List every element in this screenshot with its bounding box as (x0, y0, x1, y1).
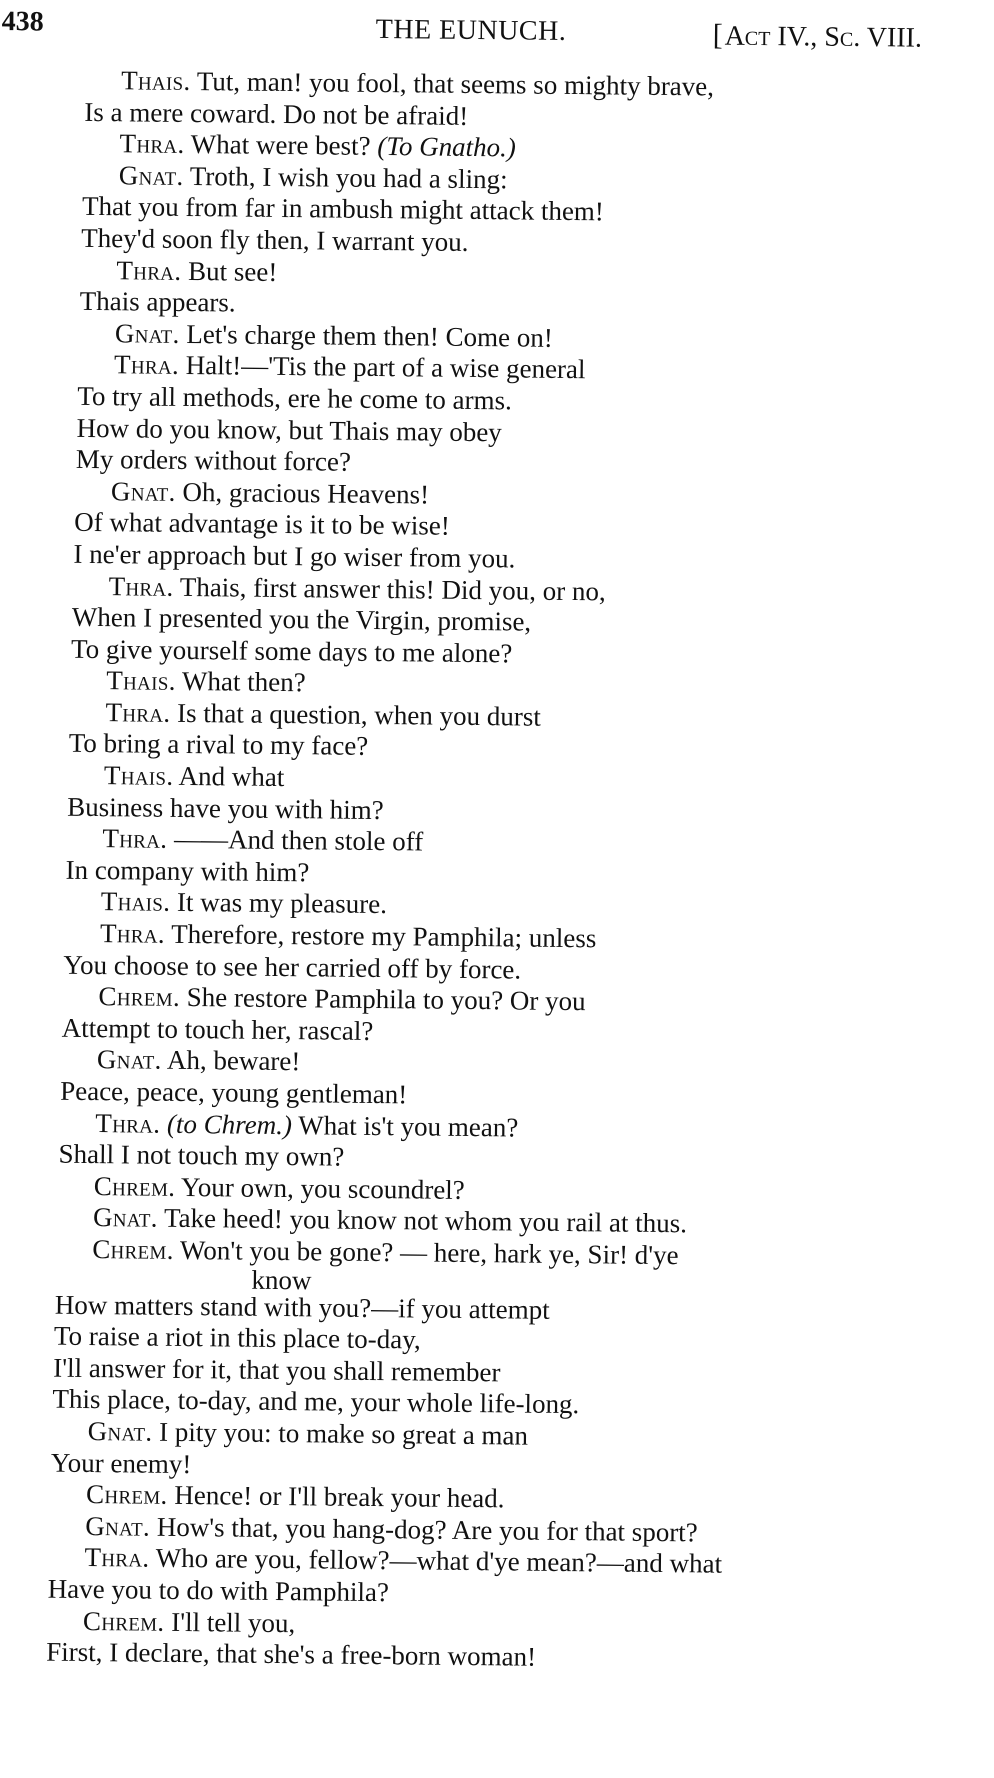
speaker-name: Gnat. (118, 160, 184, 191)
line-text: What were best? (184, 129, 378, 162)
line-text: Is a mere coward. Do not be afraid! (84, 96, 469, 131)
line-text: They'd soon fly then, I warrant you. (81, 222, 469, 257)
line-text: Halt!—'Tis the part of a wise general (178, 350, 586, 385)
line-text: It was my pleasure. (170, 887, 388, 920)
speaker-name: Chrem. (82, 1605, 165, 1637)
line-text: That you from far in ambush might attack them! (81, 191, 605, 227)
speaker-name: Gnat. (92, 1202, 158, 1234)
line-text: Is that a question, when you durst (170, 697, 541, 732)
line-text: I ne'er approach but I go wiser from you. (73, 538, 516, 574)
line-text: I pity you: to make so great a man (152, 1416, 529, 1451)
line-text: Troth, I wish you had a sling: (183, 160, 508, 195)
play-text (46, 65, 966, 1678)
line-text: Thais, first answer this! Did you, or no, (173, 571, 606, 606)
line-text: Who are you, fellow?—what d'ye mean?—and what (149, 1542, 723, 1579)
line-text: Take heed! you know not whom you rail at thus. (157, 1203, 688, 1239)
line-text: ——And then stole off (167, 824, 424, 857)
line-text: How do you know, but Thais may obey (76, 412, 502, 447)
line-text: I'll answer for it, that you shall remember (53, 1352, 501, 1388)
line-text: And what (173, 760, 285, 793)
line-text: How matters stand with you?—if you attempt (54, 1289, 550, 1325)
speaker-name: Thra. (113, 349, 180, 381)
speaker-name: Thais. (100, 886, 171, 918)
line-text: How's that, you hang-dog? Are you for that sport? (149, 1511, 698, 1548)
line-text: In company with him? (65, 854, 310, 888)
line-text: I'll tell you, (164, 1606, 296, 1638)
line-text: Tut, man! you fool, that seems so mighty brave, (190, 66, 715, 102)
line-text: What is't you mean? (291, 1109, 519, 1143)
line-text: Business have you with him? (67, 791, 384, 825)
line-text: Ah, beware! (161, 1045, 301, 1077)
line-text: Of what advantage is it to be wise! (74, 507, 451, 542)
page-number: 438 (1, 6, 44, 38)
speaker-name: Thais. (103, 760, 174, 791)
act-scene-reference (712, 13, 922, 60)
speaker-name: Thra. (105, 697, 171, 728)
speaker-name: Thra. (95, 1107, 161, 1139)
line-text: My orders without force? (75, 443, 352, 477)
line-text: Have you to do with Pamphila? (47, 1573, 390, 1608)
line-text: But see! (181, 255, 278, 287)
speaker-name: Gnat. (110, 475, 176, 507)
speaker-name: Chrem. (85, 1479, 168, 1510)
speaker-name: Gnat. (96, 1044, 162, 1076)
line-text: What then? (175, 666, 306, 698)
speaker-name: Thais. (106, 665, 176, 697)
line-text: When I presented you the Virgin, promise, (71, 601, 532, 637)
line-text: Therefore, restore my Pamphila; unless (164, 918, 597, 954)
act-bracket: [ (712, 18, 723, 52)
line-text: know (251, 1264, 312, 1295)
line-text: Your enemy! (50, 1447, 192, 1479)
speaker-name: Thra. (102, 823, 168, 855)
line-text: Your own, you scoundrel? (175, 1171, 465, 1205)
speaker-name: Thra. (99, 918, 166, 949)
line-text: You choose to see her carried off by force. (63, 949, 522, 985)
speaker-name: Thra. (108, 570, 174, 602)
speaker-name: Thra. (84, 1542, 150, 1573)
line-text: First, I declare, that she's a free-born woman! (46, 1636, 537, 1672)
stage-direction: (to Chrem.) (166, 1108, 293, 1140)
speaker-name: Gnat. (114, 317, 180, 349)
line-text: Won't you be gone? — here, hark ye, Sir! d'ye (173, 1234, 679, 1271)
line-text: Let's charge them then! Come on! (179, 318, 554, 353)
act-scene-label: Act IV., Sc. VIII. (724, 20, 923, 54)
running-title: THE EUNUCH. (375, 13, 567, 47)
line-text: Oh, gracious Heavens! (175, 476, 430, 510)
speaker-name: Thra. (119, 128, 185, 160)
speaker-name: Gnat. (87, 1415, 153, 1447)
line-text: Peace, peace, young gentleman! (60, 1075, 408, 1110)
line-text: Attempt to touch her, rascal? (61, 1012, 374, 1046)
line-text: Hence! or I'll break your head. (167, 1479, 505, 1514)
speaker-name: Chrem. (92, 1234, 174, 1265)
stage-direction: (To Gnatho.) (377, 131, 517, 163)
page-header (0, 4, 994, 58)
line-text: This place, to-day, and me, your whole life-long. (52, 1383, 580, 1420)
speaker-name: Chrem. (93, 1170, 176, 1202)
line-text: To raise a riot in this place to-day, (53, 1320, 421, 1355)
line-text: Thais appears. (79, 286, 236, 318)
line-text: To give yourself some days to me alone? (70, 633, 513, 669)
speaker-name: Thais. (121, 65, 191, 96)
speaker-name: Chrem. (98, 981, 181, 1013)
speaker-name: Thra. (116, 254, 182, 286)
line-text: To bring a rival to my face? (68, 728, 369, 762)
line-text: She restore Pamphila to you? Or you (179, 982, 586, 1017)
speaker-name: Gnat. (85, 1510, 151, 1542)
line-text: Shall I not touch my own? (58, 1138, 345, 1172)
line-text: To try all methods, ere he come to arms. (77, 380, 512, 416)
